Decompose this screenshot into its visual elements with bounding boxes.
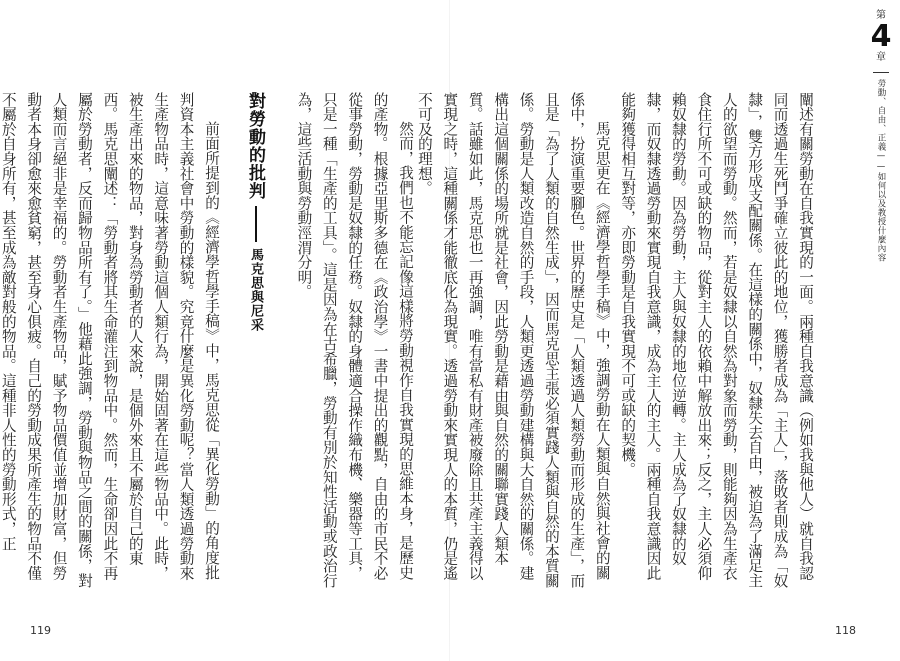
right-body xyxy=(412,92,819,590)
section-heading-main: 對勞動的批判 xyxy=(245,92,265,200)
page-number-right: 118 xyxy=(835,624,856,637)
section-heading xyxy=(243,92,268,332)
right-paragraph-2: 馬克思更在《經濟學哲學手稿》中，強調勞動在人類與自然與社會的關係中，扮演重要腳色。世界的歷史是「人類透過人類勞動而形成的生產」，而且是「為了人類的自然生成」，因而馬克思主張必須實踐人類與自然的本質關係。勞動是人類改造自然的手段，人類更透過勞動建構與大自然的關係。建構出這個關係的場所就是社會，因此勞動是藉由與自然的關聯實踐人類本質。話雖如此，馬克思也一再強調，唯有當私有財產被廢除且共產主義得以實現之時，這種關係才能徹底化為現實。透過勞動來實現人的本質，仍是遙不可及的理想。 xyxy=(415,92,611,588)
heading-dash xyxy=(255,206,257,242)
left-paragraph-1: 然而，我們也不能忘記像這樣將勞動視作自我實現的思維本身，是歷史的產物。根據亞里斯多德在《政治學》一書中提出的觀點，自由的市民不必從事勞動，勞動是奴隸的任務。奴隸的身體適合操作織布機、樂器等工具，只是一種「生產的工具」。這是因為在古希臘，勞動有別於知性活動或政治行為，這些活動與勞動涇渭分明。 xyxy=(295,92,414,588)
chapter-zhang: 章 xyxy=(876,52,886,63)
chapter-di: 第 xyxy=(876,10,886,21)
left-paragraph-2: 前面所提到的《經濟學哲學手稿》中，馬克思從「異化勞動」的角度批判資本主義社會中勞動的樣貌。究竟什麼是異化勞動呢？當人類透過勞動來生產物品時，這意味著勞動這個人類行為，開始固著在這些物品中。此時，被生產出來的物品，對身為勞動者的人來說，是個外來且不屬於自己的東西。馬克思闡述：「勞動者將其生命灌注到物品中。然而，生命卻因此不再屬於勞動者，反而歸物品所有了。」他藉此強調，勞動與物品之間的關係，對人類而言絕非是幸福的。勞動者生產物品，賦予物品價值並增加財富，但勞動者本身卻愈來愈貧窮，甚至身心俱疲。自己的勞動成果所產生的物品不僅不屬於自身所有，甚至成為敵對般的物品。這種非人性的勞動形式，正 xyxy=(0,92,220,588)
chapter-tab xyxy=(868,10,894,262)
chapter-rule xyxy=(873,72,889,73)
left-body-top xyxy=(291,92,418,590)
chapter-title: 勞動、自由、正義——如何以及教授什麼內容 xyxy=(876,79,886,262)
section-heading-sub: 馬克思與尼采 xyxy=(248,248,263,332)
page-number-left: 119 xyxy=(30,624,51,637)
right-paragraph-1: 闡述有關勞動在自我實現的一面。兩種自我意識（例如我與他人）就自我認同而透過生死鬥爭確立彼此的地位，獲勝者成為「主人」，落敗者則成為「奴隸」，雙方形成支配關係。在這樣的關係中，奴隸失去自由，被迫為了滿足主人的欲望而勞動。然而，若是奴隸以自然為對象而勞動，則能夠因為生產衣食住行所不可或缺的物品，從對主人的依賴中解放出來；反之，主人必須仰賴奴隸的勞動。因為勞動，主人與奴隸的地位逆轉。主人成為了奴隸的奴隸，而奴隸透過勞動來實現自我意識，成為主人的主人。兩種自我意識因此能夠獲得相互對等，亦即勞動是自我實現不可或缺的契機。 xyxy=(619,92,814,588)
right-page xyxy=(415,0,900,661)
chapter-number: 4 xyxy=(870,19,892,54)
left-body-bottom xyxy=(0,92,224,590)
